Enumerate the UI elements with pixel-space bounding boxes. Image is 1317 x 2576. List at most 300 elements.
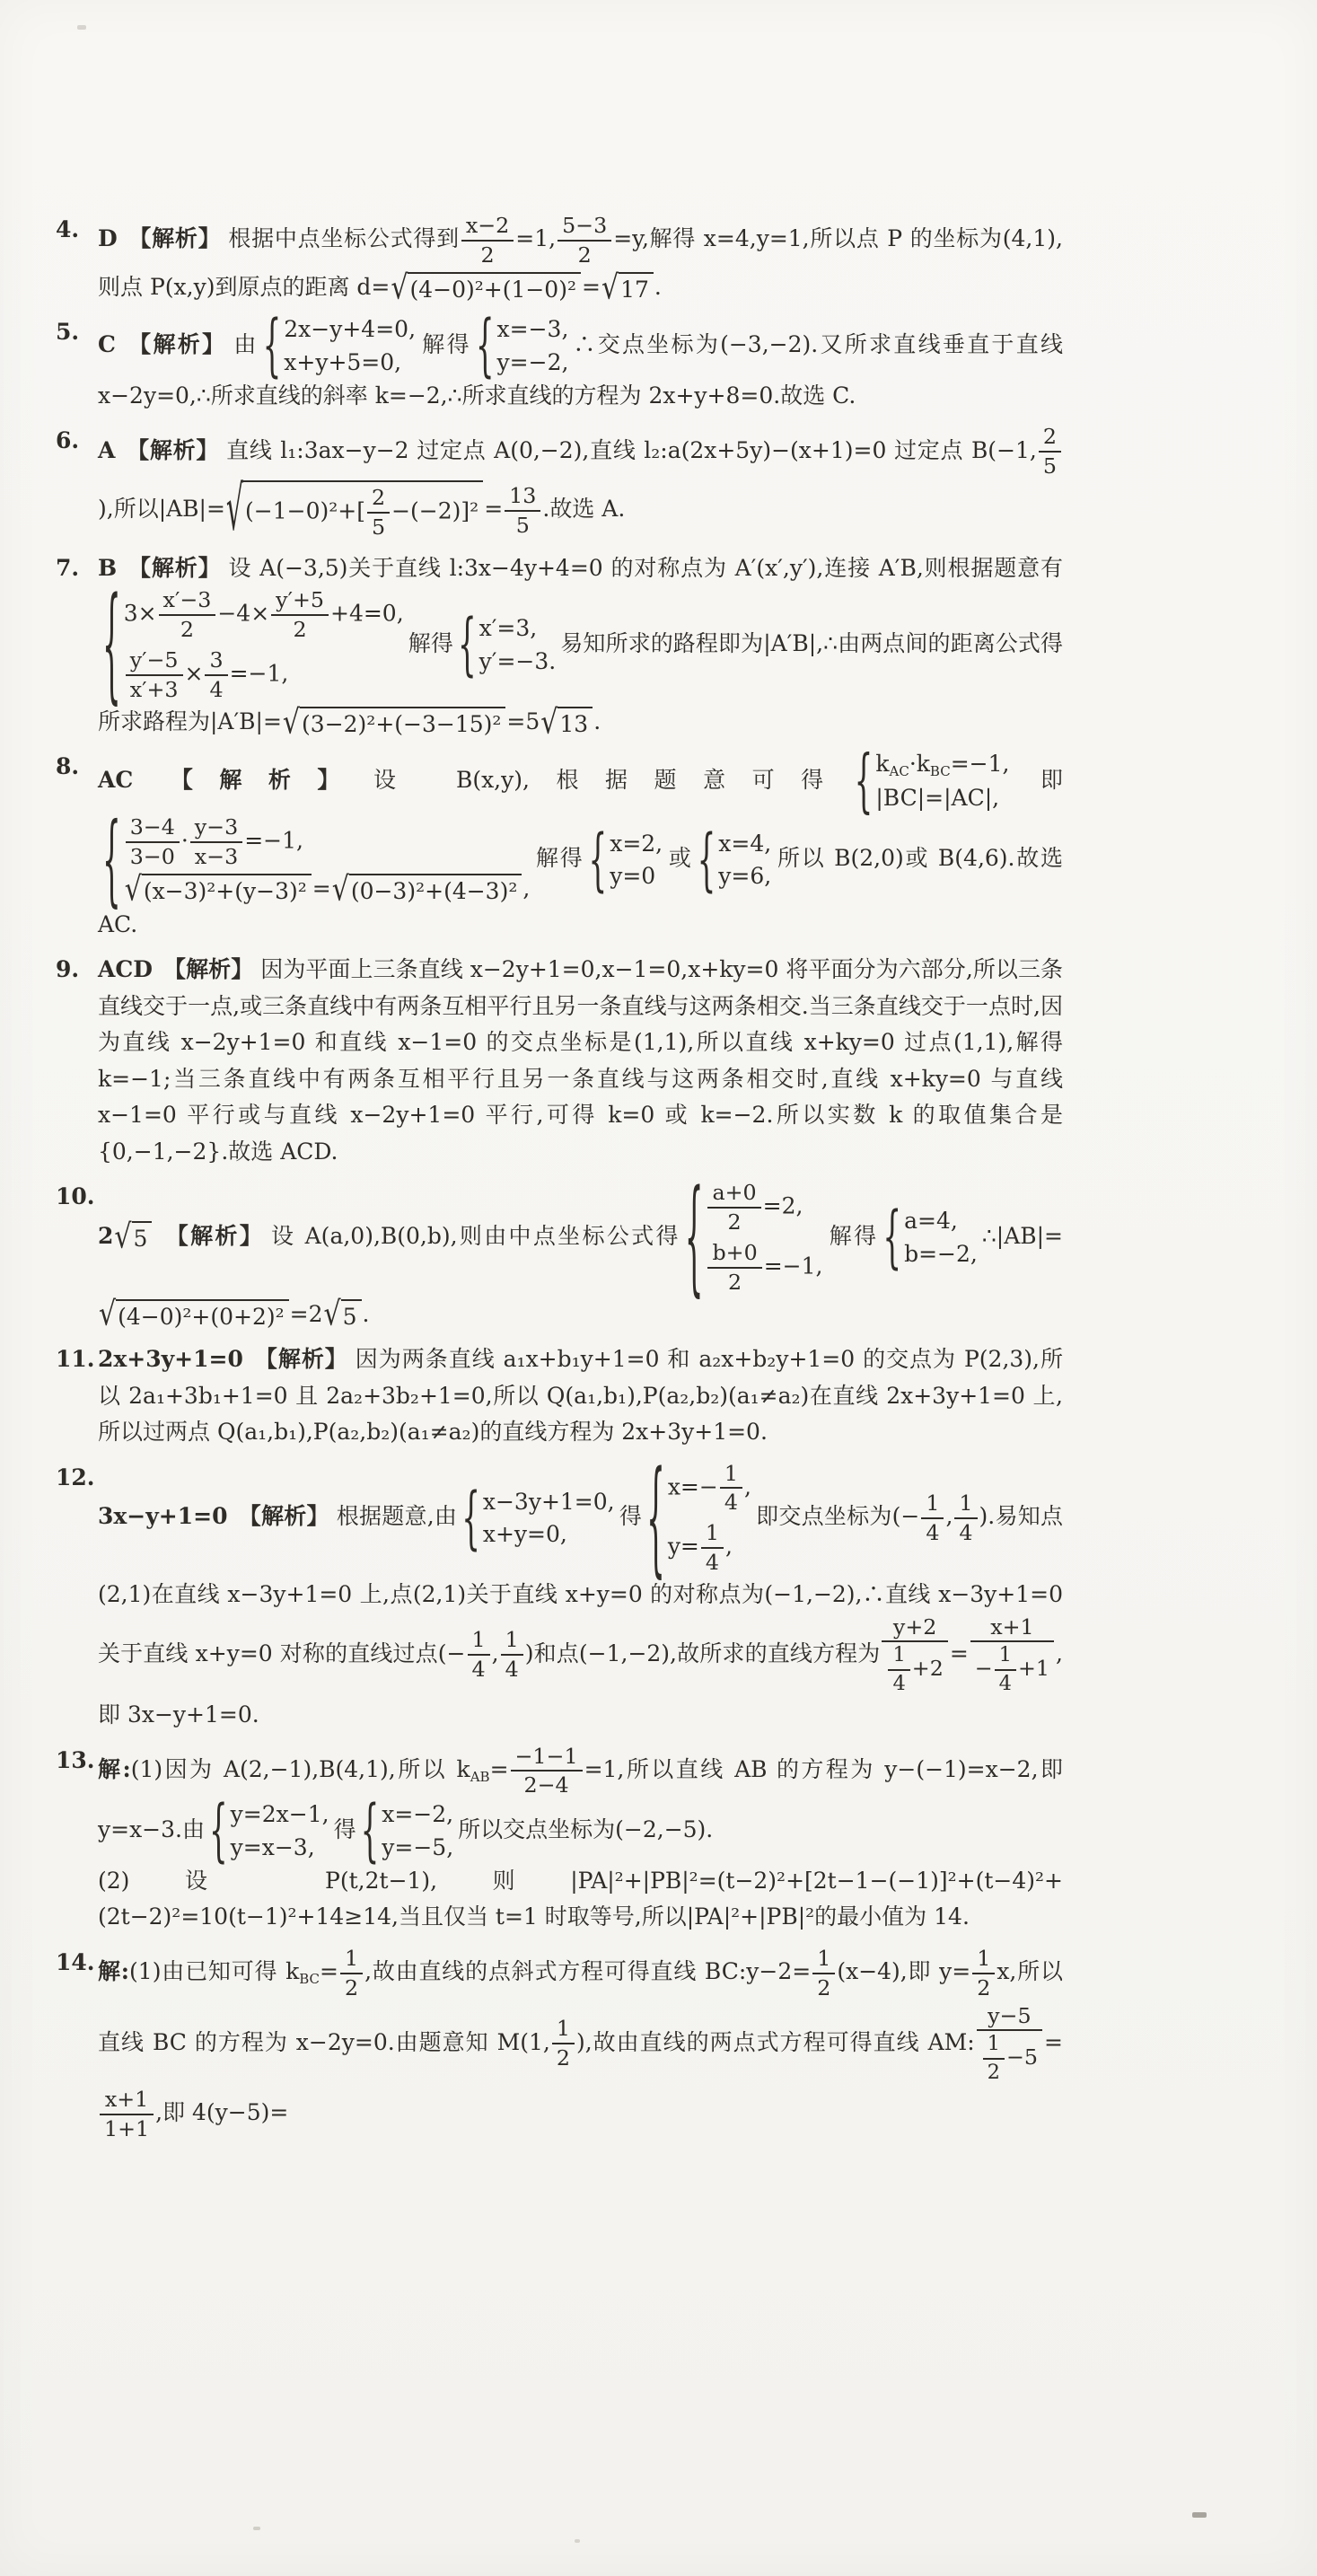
system-line	[124, 813, 303, 871]
math-sqrt	[225, 473, 483, 546]
text-run: ).易知点(2,1)在直线 x−3y+1=0 上,点(2,1)关于直线 x+y=0 的对称点为(−1,−2),∴直线 x−3y+1=0 关于直线 x+y=0 对称的直线过点(−	[98, 1503, 1063, 1666]
fraction-numerator: x+1	[100, 2086, 154, 2115]
text-run: ,	[522, 875, 531, 901]
fraction-denominator: 4	[209, 676, 224, 702]
fraction-numerator: 1	[340, 1945, 363, 1974]
system-brace: {	[457, 604, 477, 685]
answer-label: D	[98, 225, 118, 252]
fraction-denominator: 2−4	[523, 1772, 569, 1798]
fraction-denominator: 2	[577, 242, 592, 268]
math-fraction	[720, 1460, 742, 1517]
text-run: =−1,	[763, 1253, 823, 1279]
fraction-numerator: 5−3	[558, 212, 611, 242]
fraction-denominator: 4	[959, 1519, 973, 1545]
text-run: =	[320, 1958, 338, 1985]
fraction-numerator: 3−4	[126, 813, 180, 843]
problem-item	[56, 1163, 1063, 1334]
fraction-denominator: 4	[471, 1657, 486, 1683]
text-run: ,	[743, 1473, 751, 1499]
fraction-numerator: y′−5	[126, 646, 183, 676]
equation-system	[882, 1197, 978, 1277]
analysis-tag: 【解析】	[163, 1222, 265, 1249]
text-run: 根据中点坐标公式得到	[228, 225, 460, 252]
fraction-numerator: 1	[972, 1945, 995, 1974]
fraction-denominator: 2	[987, 2060, 1001, 2084]
text-run: 设 B(x,y),根据题意可得	[373, 766, 850, 793]
system-line: x=2,	[610, 830, 663, 857]
fraction-numerator: 1	[468, 1626, 490, 1656]
system-line	[124, 646, 289, 704]
analysis-tag: 【解析】	[144, 766, 366, 793]
fraction-denominator: 1+1	[104, 2115, 150, 2141]
text-run: 所以 B(2,0)或 B(4,6).故选 AC.	[98, 845, 1063, 937]
fraction-numerator: x−2	[461, 212, 514, 242]
system-brace: {	[854, 740, 874, 822]
system-brace: {	[262, 305, 282, 386]
problem-body	[98, 740, 1063, 937]
problem-item	[56, 952, 1063, 1170]
text-run: 解得	[420, 331, 471, 357]
problem-number: 9.	[56, 956, 80, 983]
text-run: 得	[619, 1503, 643, 1530]
fraction-numerator: 1	[552, 2015, 575, 2044]
math-sqrt	[282, 702, 506, 742]
problem-item	[56, 1743, 1063, 1936]
fraction-denominator: 4	[724, 1490, 738, 1516]
text-run: ,	[945, 1503, 953, 1530]
system-lines	[477, 613, 557, 677]
text-run: 因为平面上三条直线 x−2y+1=0,x−1=0,x+ky=0 将平面分为六部分,所以三条直线交于一点,或三条直线中有两条互相平行且另一条直线与这两条相交.当三条直线交于一点时,因为直线 x−2y+1=0 和直线 x−1=0 的交点坐标是(1,1),所以直线 x+ky=0 过点(1,1),解得 k=−1;当三条直线中有两条互相平行且另一条直线与这两条相交时,直线 x+ky=0 与直线 x−1=0 平行或与直线 x−2y+1=0 平行,可得 k=0 或 k=−2.所以实数 k 的取值集合是{0,−1,−2}.故选 ACD.	[98, 956, 1063, 1165]
fraction-denominator	[977, 2031, 1042, 2086]
system-line	[668, 1460, 751, 1517]
analysis-tag: 【解析】	[126, 436, 220, 463]
problem-number: 8.	[56, 753, 80, 780]
fraction-numerator: 1	[501, 1626, 523, 1656]
text-run: ,	[491, 1640, 499, 1666]
system-brace: {	[684, 1163, 704, 1310]
text-run: 3×	[123, 600, 157, 627]
equation-system	[262, 305, 417, 386]
system-brace: {	[102, 801, 121, 918]
problem-item	[56, 305, 1063, 414]
text-run: 得	[333, 1816, 356, 1843]
text-run: ∴|AB|=	[981, 1222, 1063, 1249]
text-run: x=−	[667, 1473, 718, 1499]
math-fraction	[461, 212, 514, 269]
math-fraction	[707, 1179, 760, 1236]
radicand	[243, 480, 483, 541]
problem-item	[56, 212, 1063, 305]
answer-label: 解:	[98, 1958, 130, 1985]
radical-sign-icon: √	[124, 869, 142, 910]
fraction-denominator: 2	[293, 617, 307, 643]
math-fraction	[995, 1642, 1016, 1697]
fraction-denominator: 2	[556, 2045, 570, 2071]
problem-body	[98, 1163, 1063, 1334]
radical-sign-icon: √	[391, 268, 408, 307]
system-lines	[480, 1487, 615, 1551]
fraction-numerator: −1−1	[511, 1743, 583, 1772]
system-line: a=4,	[904, 1208, 958, 1235]
math-fraction	[367, 484, 390, 541]
text-run: −	[974, 1656, 993, 1682]
fraction-denominator	[882, 1642, 947, 1697]
text-run: =1,所以直线 AB 的方程为 y−(−1)=x−2,即 y=x−3.由	[98, 1755, 1063, 1843]
problem-item	[56, 1444, 1063, 1734]
math-fraction	[882, 1613, 947, 1698]
fraction-numerator: 1	[921, 1490, 944, 1519]
text-run: x,所以直线 BC 的方程为 x−2y=0.由题意知 M(1,	[98, 1958, 1063, 2055]
fraction-numerator: 1	[888, 1642, 909, 1670]
text-run: +4=0,	[330, 600, 404, 627]
radical-sign-icon: √	[601, 268, 619, 307]
fraction-numerator: 1	[995, 1642, 1016, 1670]
radical-sign-icon: √	[99, 1295, 117, 1334]
answer-label: ACD	[98, 956, 153, 983]
problem-number: 13.	[56, 1746, 95, 1773]
radicand: 5	[132, 1221, 153, 1254]
fraction-numerator: 1	[720, 1460, 742, 1490]
text-run: =−1,	[244, 827, 303, 854]
text-run: +2	[911, 1656, 944, 1682]
text-run: 根据题意,由	[336, 1503, 458, 1530]
problem-body	[98, 1743, 1063, 1930]
math-fraction	[126, 646, 183, 704]
equation-system	[684, 1163, 823, 1310]
math-sqrt	[391, 268, 581, 307]
text-run: =−1,	[229, 660, 289, 687]
problem-number: 4.	[56, 216, 80, 242]
system-brace: {	[882, 1197, 902, 1277]
math-sqrt	[323, 1295, 362, 1334]
math-fraction	[888, 1642, 909, 1697]
radicand: (4−0)²+(0+2)²	[116, 1299, 289, 1332]
system-lines	[873, 749, 1009, 813]
radical-sign-icon: √	[331, 869, 349, 910]
text-run: ×	[184, 660, 204, 687]
system-line: y=x−3,	[230, 1834, 315, 1861]
equation-system	[457, 604, 557, 685]
fraction-denominator: 4	[926, 1519, 940, 1545]
subscript: AB	[470, 1768, 490, 1785]
text-run: =	[484, 496, 504, 523]
system-line	[668, 1519, 733, 1577]
fraction-numerator: y−3	[190, 813, 242, 843]
system-brace: {	[360, 1790, 380, 1871]
system-line: x=−2,	[382, 1801, 454, 1828]
problem-item	[56, 740, 1063, 943]
system-lines	[495, 314, 569, 378]
math-fraction	[511, 1743, 583, 1800]
text-run: .	[362, 1300, 370, 1327]
radicand: (x−3)²+(y−3)²	[142, 874, 312, 907]
problem-item	[56, 1341, 1063, 1451]
text-run: 所以交点坐标为(−2,−5).	[458, 1816, 714, 1843]
radical-sign-icon: √	[225, 473, 244, 546]
system-line	[706, 1239, 822, 1297]
problem-body	[98, 956, 1063, 1165]
problem-item	[56, 1945, 1063, 2143]
problem-body	[98, 1444, 1063, 1728]
radicand: (4−0)²+(1−0)²	[408, 272, 581, 305]
system-line: y=0	[610, 863, 656, 890]
fraction-numerator: 2	[1039, 423, 1061, 453]
text-run: =5	[506, 708, 540, 734]
system-brace: {	[461, 1478, 480, 1558]
answer-label: AC	[98, 766, 134, 793]
system-brace: {	[475, 305, 495, 386]
fraction-numerator: b+0	[707, 1239, 761, 1269]
text-run: |BC|=|AC|,	[875, 785, 1000, 812]
problem-body	[98, 213, 1063, 307]
equation-system	[102, 801, 531, 918]
solutions-list	[56, 212, 1063, 2152]
equation-system	[854, 740, 1010, 822]
analysis-tag: 【解析】	[126, 331, 227, 357]
math-fraction	[972, 1945, 995, 2002]
text-run: ,	[725, 1533, 733, 1560]
text-run: =y,解得 x=4,y=1,所以点 P 的坐标为(4,1),则点 P(x,y)到原点的距离 d=	[98, 225, 1063, 300]
analysis-tag: 【解析】	[238, 1503, 329, 1530]
text-run: .	[593, 708, 601, 734]
math-fraction	[812, 1945, 835, 2002]
math-sqrt	[99, 1295, 289, 1334]
text-run: =1,	[515, 225, 557, 252]
answer-label: 3x−y+1=0	[98, 1503, 228, 1530]
system-line: x=−3,	[496, 316, 569, 343]
radicand: (3−2)²+(−3−15)²	[300, 707, 505, 740]
problem-number: 10.	[56, 1183, 95, 1210]
system-line: y=−2,	[496, 349, 569, 375]
text-run: =	[489, 1755, 509, 1782]
text-run: ·	[180, 827, 189, 854]
problem-number: 5.	[56, 319, 80, 346]
system-lines	[281, 314, 416, 378]
radicand: 13	[558, 707, 593, 740]
text-run: (2)设 P(t,2t−1),则|PA|²+|PB|²=(t−2)²+[2t−1−(−1)]²+(t−4)²+(2t−2)²=10(t−1)²+14≥14,当且仅当 t=1 时取等号,所以|PA|²+|PB|²的最小值为 14.	[98, 1867, 1063, 1930]
system-line: x′=3,	[479, 615, 538, 642]
math-fraction	[1039, 423, 1061, 480]
text-run: 直线 l₁:3ax−y−2 过定点 A(0,−2),直线 l₂:a(2x+5y)−(x+1)=0 过定点 B(−1,	[226, 436, 1037, 463]
equation-system	[646, 1444, 751, 1591]
system-line: y′=−3.	[479, 648, 557, 674]
math-fraction	[921, 1490, 944, 1547]
math-fraction	[100, 2086, 154, 2143]
text-run: 解得	[827, 1222, 879, 1249]
text-run: =	[1044, 2028, 1063, 2055]
problem-number: 11.	[56, 1346, 95, 1373]
radical-sign-icon: √	[540, 702, 558, 742]
text-run: +1	[1018, 1656, 1050, 1682]
system-brace: {	[588, 820, 608, 900]
text-run: (1)因为 A(2,−1),B(4,1),所以 k	[130, 1755, 470, 1782]
text-run: .	[654, 273, 662, 300]
fraction-denominator: 2	[817, 1974, 831, 2000]
problem-body	[98, 424, 1063, 546]
answer-label: B	[98, 554, 118, 581]
fraction-numerator: 2	[367, 484, 390, 514]
problem-item	[56, 550, 1063, 741]
problem-body	[98, 1945, 1063, 2141]
radicand: (0−3)²+(4−3)²	[349, 874, 522, 907]
math-fraction	[271, 586, 329, 644]
text-run: ∴交点坐标为(−3,−2).又所求直线垂直于直线 x−2y=0,∴所求直线的斜率 k=−2,∴所求直线的方程为 2x+y+8=0.故选 C.	[98, 331, 1063, 409]
math-fraction	[126, 813, 180, 871]
analysis-tag: 【解析】	[127, 554, 222, 581]
text-run: ·k	[909, 751, 930, 778]
text-run: (−1−0)²+[	[245, 497, 365, 524]
fraction-denominator: 5	[371, 514, 386, 540]
system-line: y=6,	[718, 863, 772, 890]
fraction-numerator: y′+5	[271, 586, 329, 616]
subscript: AC	[889, 763, 909, 780]
problem-number: 14.	[56, 1948, 95, 1975]
text-run: ,即 4(y−5)=	[155, 2099, 289, 2126]
math-sqrt	[124, 869, 312, 910]
fraction-denominator: 2	[344, 1974, 359, 2000]
scan-speck	[1192, 2512, 1207, 2518]
fraction-denominator: 4	[505, 1657, 519, 1683]
equation-system	[475, 305, 569, 386]
math-fraction	[558, 212, 611, 269]
system-lines	[665, 1460, 751, 1578]
equation-system	[697, 820, 772, 900]
math-fraction	[340, 1945, 363, 2002]
problem-item	[56, 423, 1063, 546]
analysis-tag: 【解析】	[127, 225, 222, 252]
system-brace: {	[208, 1790, 228, 1871]
fraction-denominator: 2	[728, 1269, 742, 1295]
fraction-denominator: 5	[515, 512, 530, 538]
fraction-numerator: x+1	[970, 1613, 1054, 1643]
problem-body	[98, 1346, 1063, 1445]
math-fraction	[205, 646, 227, 704]
text-run: =2	[289, 1300, 323, 1327]
text-run: 即交点坐标为(−	[755, 1503, 920, 1530]
text-run: (x−4),即 y=	[837, 1958, 971, 1985]
radical-sign-icon: √	[114, 1217, 132, 1257]
system-lines	[121, 586, 404, 704]
system-lines	[228, 1799, 329, 1863]
text-run: k	[875, 751, 890, 778]
scan-speck	[253, 2527, 260, 2530]
system-line: y=2x−1,	[230, 1801, 329, 1828]
fraction-denominator: 5	[1042, 453, 1057, 479]
system-line	[875, 749, 1009, 780]
system-line: y=−5,	[382, 1834, 454, 1861]
equation-system	[360, 1790, 454, 1871]
radicand: 17	[619, 272, 654, 305]
fraction-denominator: 4	[998, 1671, 1013, 1695]
system-line: x+y+5=0,	[284, 349, 402, 375]
system-lines	[703, 1179, 822, 1297]
fraction-denominator: x′+3	[129, 676, 179, 702]
fraction-numerator: 1	[983, 2031, 1005, 2059]
system-lines	[901, 1206, 978, 1270]
text-run: ,即 3x−y+1=0.	[98, 1640, 1063, 1728]
math-sqrt	[601, 268, 654, 307]
text-run: 解得	[534, 845, 584, 872]
fraction-numerator: 3	[205, 646, 227, 676]
text-run: −5	[1006, 2044, 1039, 2070]
fraction-denominator: 4	[892, 1671, 906, 1695]
equation-system	[102, 570, 404, 717]
text-run: .故选 A.	[542, 496, 626, 523]
fraction-denominator: 3−0	[129, 843, 175, 869]
system-line: b=−2,	[904, 1240, 978, 1267]
system-line	[706, 1179, 803, 1236]
math-fraction	[701, 1519, 724, 1577]
fraction-numerator: 13	[505, 482, 540, 512]
math-fraction	[954, 1490, 977, 1547]
radicand: 5	[341, 1299, 362, 1332]
subscript: BC	[299, 1971, 320, 1987]
fraction-denominator: x−3	[194, 843, 239, 869]
text-run: −(−2)]²	[391, 497, 479, 524]
text-run: (1)由已知可得 k	[129, 1958, 300, 1985]
text-run: =	[949, 1640, 969, 1666]
math-fraction	[159, 586, 216, 644]
math-fraction	[468, 1626, 490, 1684]
text-run: −4×	[217, 600, 270, 627]
text-run: )和点(−1,−2),故所求的直线方程为	[524, 1640, 881, 1666]
math-fraction	[970, 1613, 1054, 1698]
system-line: x=4,	[718, 830, 772, 857]
text-run: 设 A(−3,5)关于直线 l:3x−4y+4=0 的对称点为 A′(x′,y′),连接 A′B,则根据题意有	[228, 554, 1063, 581]
fraction-denominator: 2	[480, 242, 495, 268]
fraction-numerator: y−5	[977, 2002, 1042, 2032]
analysis-tag: 【解析】	[162, 956, 254, 983]
answer-label: A	[98, 436, 116, 463]
subscript: BC	[929, 763, 951, 780]
system-lines	[121, 813, 531, 910]
answer-label: C	[98, 331, 116, 357]
answer-label: 解:	[98, 1755, 131, 1782]
system-line: 2x−y+4=0,	[284, 316, 417, 343]
system-brace: {	[646, 1444, 665, 1591]
fraction-numerator: y+2	[882, 1613, 947, 1643]
system-line	[875, 783, 999, 813]
system-line	[124, 869, 531, 910]
math-fraction	[977, 2002, 1042, 2087]
system-line	[124, 586, 404, 644]
equation-system	[461, 1478, 615, 1558]
fraction-denominator	[970, 1642, 1054, 1697]
text-run: =2,	[762, 1192, 803, 1219]
math-fraction	[505, 482, 540, 540]
math-fraction	[707, 1239, 761, 1297]
problem-number: 7.	[56, 554, 80, 581]
text-run: =	[582, 273, 601, 300]
system-line: x+y=0,	[482, 1521, 567, 1548]
system-lines	[379, 1799, 453, 1863]
fraction-denominator: 4	[705, 1550, 720, 1576]
scan-speck	[575, 2539, 580, 2543]
text-run: y=	[667, 1533, 699, 1560]
text-run: 由	[233, 331, 259, 357]
math-fraction	[552, 2015, 575, 2072]
scan-speck	[77, 25, 86, 30]
math-fraction	[190, 813, 242, 871]
text-run: 因为两条直线 a₁x+b₁y+1=0 和 a₂x+b₂y+1=0 的交点为 P(2,3),所以 2a₁+3b₁+1=0 且 2a₂+3b₂+1=0,所以 Q(a₁,b₁),P(a₂,b₂)(a₁≠a₂)在直线 2x+3y+1=0 上,所以过两点 Q(a₁,b₁),P(a₂,b₂)(a₁≠a₂)的直线方程为 2x+3y+1=0.	[98, 1346, 1063, 1446]
fraction-numerator: 1	[812, 1945, 835, 1974]
fraction-denominator: 2	[180, 617, 195, 643]
math-fraction	[983, 2031, 1005, 2086]
equation-system	[588, 820, 663, 900]
fraction-numerator: 1	[954, 1490, 977, 1519]
system-lines	[607, 829, 663, 892]
system-line: x−3y+1=0,	[482, 1488, 615, 1515]
